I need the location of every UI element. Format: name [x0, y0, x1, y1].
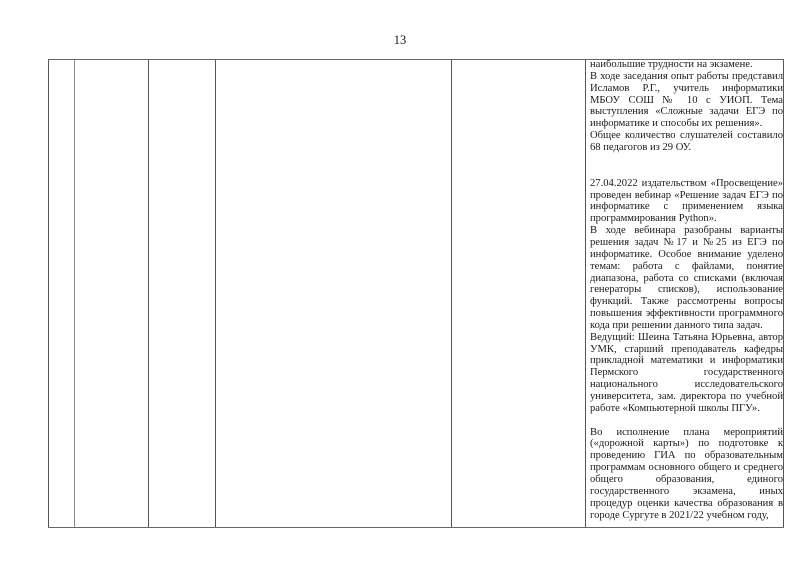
- activity-description-cell: [590, 59, 783, 521]
- paragraph-webinar-date: 27.04.2022 издательством «Просвещение» проведен вебинар «Решение задач ЕГЭ по информатике с применением языка программирования Python».: [590, 177, 783, 225]
- column-border-right: [783, 60, 784, 527]
- column-border-5: [451, 60, 452, 527]
- paragraph-meeting-speaker: В ходе заседания опыт работы представил Исламов Р.Г., учитель информатики МБОУ СОШ № 10 с УИОП. Тема выступления «Сложные задачи ЕГЭ по информатике и способы их решения».: [590, 70, 783, 130]
- paragraph-difficulties: наибольшие трудности на экзамене.: [590, 59, 753, 70]
- paragraph-webinar-content: В ходе вебинара разобраны варианты решения задач №17 и №25 из ЕГЭ по информатике. Особое внимание уделено темам: работа с файлами, понятие диапазона, работа со списками (включая генераторы списков), использование функций. Также рассмотрены вопросы повышения эффективности программного кода при решении данного типа задач.: [590, 225, 783, 331]
- column-border-2: [74, 60, 75, 527]
- paragraph-roadmap: Во исполнение плана мероприятий («дорожной карты») по подготовке к проведению ГИА по образовательным программам основного общего и среднего общего образования, единого государственного экзамена, иных процедур оценки качества образования в городе Сургуте в 2021/22 учебном году,: [590, 426, 783, 521]
- paragraph-attendance: Общее количество слушателей составило 68 педагогов из 29 ОУ.: [590, 130, 783, 153]
- page-number: 13: [393, 33, 407, 47]
- document-table: [48, 59, 784, 528]
- paragraph-webinar-host: Ведущий: Шеина Татьяна Юрьевна, автор УМК, старший преподаватель кафедры прикладной математики и информатики Пермского государственного национального исследовательского университета, зам. директора по учебной работе «Компьютерной школы ПГУ».: [590, 331, 783, 414]
- column-border-1: [48, 60, 49, 527]
- column-border-4: [215, 60, 216, 527]
- column-border-3: [148, 60, 149, 527]
- column-border-6: [585, 60, 586, 527]
